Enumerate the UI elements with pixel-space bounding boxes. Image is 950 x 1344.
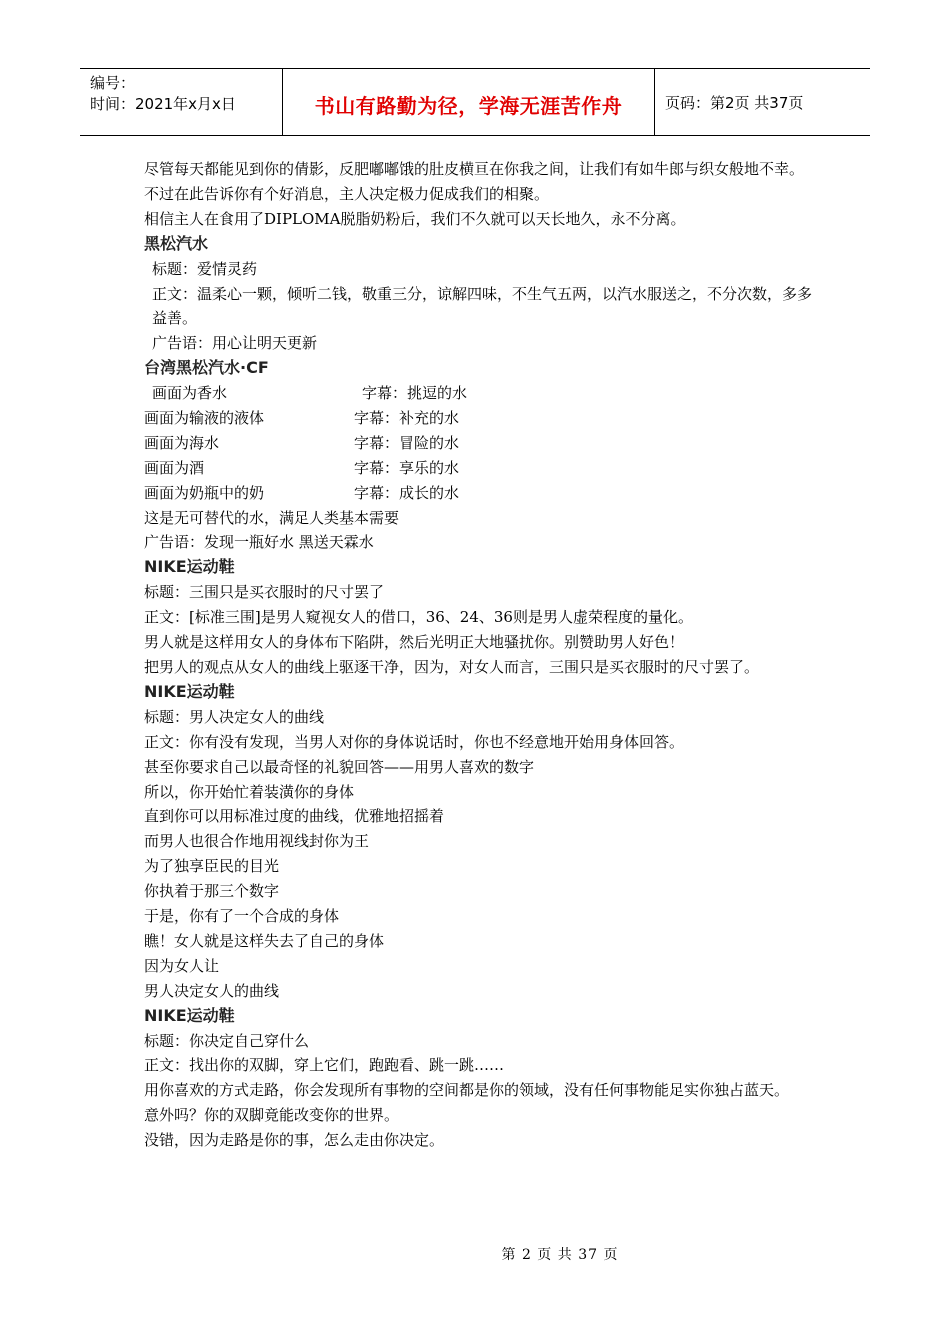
header-motto: 书山有路勤为径，学海无涯苦作舟 <box>283 69 655 135</box>
text-line: 正文：你有没有发现，当男人对你的身体说话时，你也不经意地开始用身体回答。 <box>144 732 685 751</box>
text-line: 标题：男人决定女人的曲线 <box>144 707 325 726</box>
scene-caption: 字幕：补充的水 <box>354 409 460 428</box>
scene-row <box>144 431 812 456</box>
text-line: 为了独享臣民的目光 <box>144 857 280 876</box>
scene-row <box>144 456 812 481</box>
scene-description: 画面为海水 <box>144 433 220 452</box>
scene-caption: 字幕：挑逗的水 <box>362 384 468 403</box>
text-line: 因为女人让 <box>144 956 220 975</box>
section-heading: 黑松汽水 <box>144 233 209 253</box>
section-heading: NIKE运动鞋 <box>144 681 235 701</box>
scene-description: 画面为香水 <box>152 384 228 403</box>
text-line: 用你喜欢的方式走路，你会发现所有事物的空间都是你的领域，没有任何事物能足实你独占蓝天。 <box>144 1081 790 1100</box>
scene-caption: 字幕：冒险的水 <box>354 433 460 452</box>
scene-description: 画面为输液的液体 <box>144 409 265 428</box>
text-line: 正文：温柔心一颗，倾听二钱，敬重三分，谅解四味，不生气五两，以汽水服送之，不分次数，多多益善。 <box>152 284 813 328</box>
scene-caption: 字幕：成长的水 <box>354 483 460 502</box>
text-line: 直到你可以用标准过度的曲线，优雅地招摇着 <box>144 807 445 826</box>
page-footer: 第 2 页 共 37 页 <box>501 1247 619 1263</box>
text-line: 相信主人在食用了DIPLOMA脱脂奶粉后，我们不久就可以天长地久，永不分离。 <box>144 209 686 228</box>
text-line: 这是无可替代的水，满足人类基本需要 <box>144 508 400 527</box>
text-line: 于是，你有了一个合成的身体 <box>144 907 340 926</box>
text-line: 广告语：发现一瓶好水 黑送天霖水 <box>144 533 374 552</box>
text-line: 广告语：用心让明天更新 <box>152 334 318 353</box>
text-line: 尽管每天都能见到你的倩影，反肥嘟嘟饿的肚皮横亘在你我之间，让我们有如牛郎与织女般地不幸。 <box>144 160 805 178</box>
section-heading: NIKE运动鞋 <box>144 557 235 577</box>
header-page-info: 页码：第2页 共37页 <box>665 93 804 112</box>
text-line: 你执着于那三个数字 <box>144 882 280 901</box>
text-line: 把男人的观点从女人的曲线上驱逐干净，因为，对女人而言，三围只是买衣服时的尺寸罢了。 <box>144 658 760 676</box>
text-line: 标题：爱情灵药 <box>152 259 258 278</box>
scene-description: 画面为酒 <box>144 458 205 477</box>
text-line: 意外吗？你的双脚竟能改变你的世界。 <box>144 1106 400 1125</box>
scene-row <box>144 406 812 431</box>
document-date: 时间：2021年x月x日 <box>90 95 236 113</box>
text-line: 男人决定女人的曲线 <box>144 981 280 1000</box>
scene-row <box>144 381 812 406</box>
document-body <box>144 157 812 1153</box>
section-heading: NIKE运动鞋 <box>144 1005 235 1025</box>
scene-row <box>144 481 812 506</box>
text-line: 不过在此告诉你有个好消息，主人决定极力促成我们的相聚。 <box>144 184 550 203</box>
text-line: 所以，你开始忙着装潢你的身体 <box>144 782 355 801</box>
text-line: 正文：找出你的双脚，穿上它们，跑跑看、跳一跳…… <box>144 1056 505 1075</box>
text-line: 标题：三围只是买衣服时的尺寸罢了 <box>144 583 385 602</box>
text-line: 而男人也很合作地用视线封你为王 <box>144 832 370 851</box>
text-line: 甚至你要求自己以最奇怪的礼貌回答——用男人喜欢的数字 <box>144 757 535 776</box>
scene-caption: 字幕：享乐的水 <box>354 458 460 477</box>
text-line: 瞧！女人就是这样失去了自己的身体 <box>144 931 385 950</box>
document-number: 编号： <box>90 74 136 92</box>
header-meta <box>80 69 283 135</box>
text-line: 男人就是这样用女人的身体布下陷阱，然后光明正大地骚扰你。别赞助男人好色！ <box>144 633 685 652</box>
section-heading: 台湾黑松汽水·CF <box>144 358 269 378</box>
text-line: 标题：你决定自己穿什么 <box>144 1031 310 1050</box>
page-header <box>80 68 870 136</box>
text-line: 正文：[标准三围]是男人窥视女人的借口，36、24、36则是男人虚荣程度的量化。 <box>144 608 693 627</box>
scene-description: 画面为奶瓶中的奶 <box>144 483 265 502</box>
text-line: 没错，因为走路是你的事，怎么走由你决定。 <box>144 1131 445 1150</box>
